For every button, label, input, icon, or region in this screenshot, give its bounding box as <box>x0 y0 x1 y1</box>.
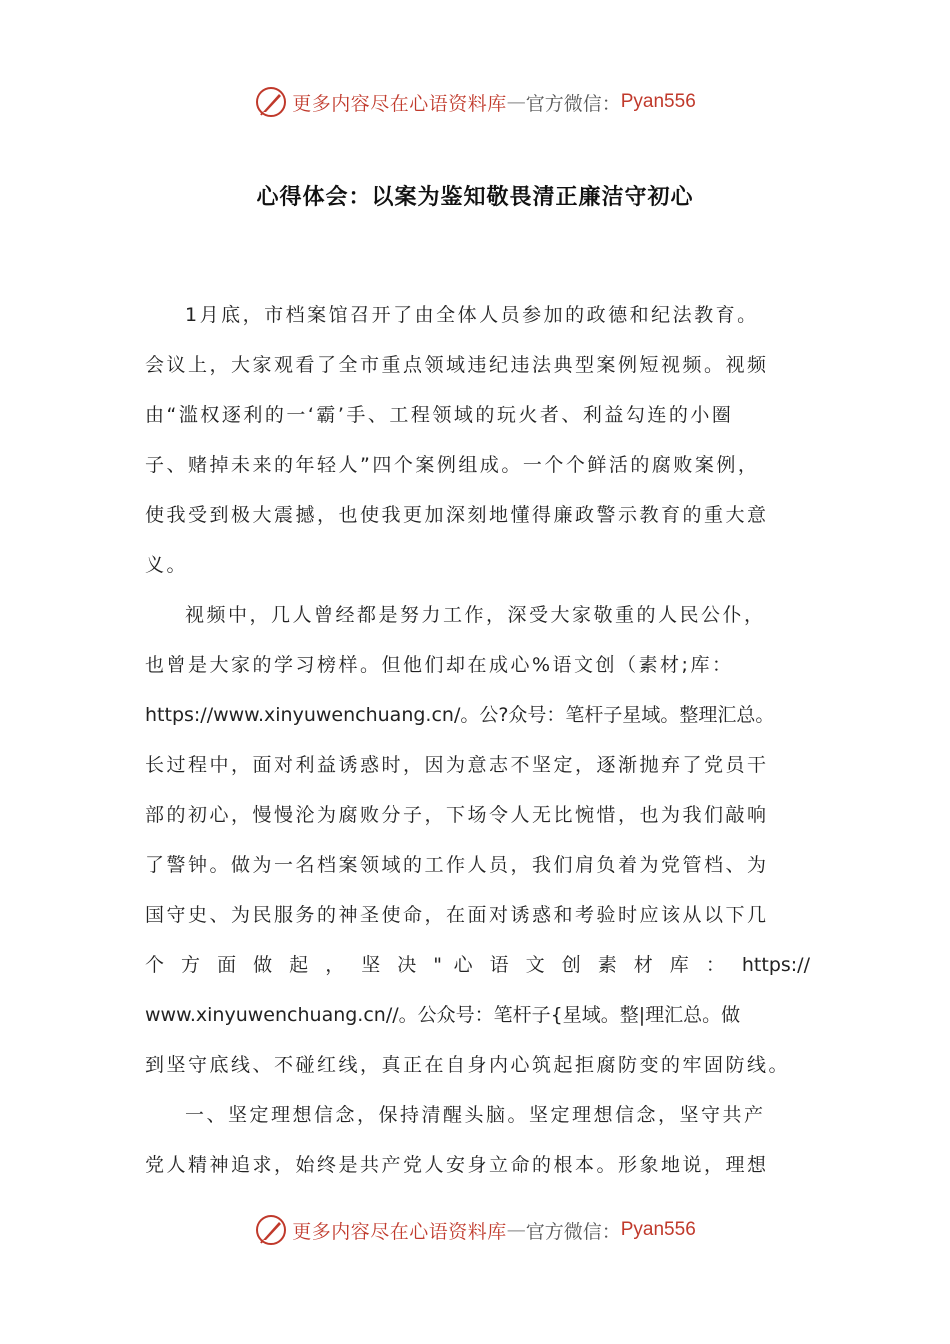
quill-pen-icon <box>254 1213 288 1247</box>
body-line: 义。 <box>145 554 189 576</box>
banner-separator: — <box>506 1219 526 1241</box>
body-line: 部的初心，慢慢沦为腐败分子，下场令人无比惋惜，也为我们敲响 <box>145 804 769 826</box>
banner-wechat-label: 官方微信： <box>525 1220 621 1243</box>
body-line: www.xinyuwenchuang.cn//。公众号：笔杆子{星域。整|理汇总。做 <box>145 1004 741 1026</box>
body-line: 国守史、为民服务的神圣使命，在面对诱惑和考验时应该从以下几 <box>145 904 769 926</box>
body-line: 长过程中，面对利益诱惑时，因为意志不坚定，逐渐抛弃了党员干 <box>145 754 769 776</box>
body-line: 子、赌掉未来的年轻人”四个案例组成。一个个鲜活的腐败案例， <box>145 454 760 476</box>
body-line: 个 方 面 做 起 ， 坚 决 " 心 语 文 创 素 材 库 ： https:// <box>145 954 810 976</box>
body-line: 使我受到极大震撼，也使我更加深刻地懂得廉政警示教育的重大意 <box>145 504 769 526</box>
body-line: 由“滥权逐利的一‘霸’手、工程领域的玩火者、利益勾连的小圈 <box>145 404 734 426</box>
banner-separator: — <box>506 91 526 113</box>
body-line: 1月底，市档案馆召开了由全体人员参加的政德和纪法教育。 <box>185 304 759 326</box>
body-line: 了警钟。做为一名档案领域的工作人员，我们肩负着为党管档、为 <box>145 854 769 876</box>
body-line: https://www.xinyuwenchuang.cn/。公?众号：笔杆子星域。整理汇总。 <box>145 704 775 726</box>
body-line: 一、坚定理想信念，保持清醒头脑。坚定理想信念，坚守共产 <box>185 1104 766 1126</box>
body-line: 也曾是大家的学习榜样。但他们却在成心%语文创（素材;库： <box>145 654 734 676</box>
body-line: 会议上，大家观看了全市重点领域违纪违法典型案例短视频。视频 <box>145 354 769 376</box>
body-line: 视频中，几人曾经都是努力工作，深受大家敬重的人民公仆， <box>185 604 766 626</box>
quill-pen-icon <box>254 85 288 119</box>
body-line: 党人精神追求，始终是共产党人安身立命的根本。形象地说，理想 <box>145 1154 769 1176</box>
banner-wechat-id: Pyan556 <box>620 91 696 112</box>
document-body <box>145 290 810 1190</box>
header-watermark-banner <box>0 80 950 124</box>
banner-text: 更多内容尽在心语资料库 <box>292 92 507 115</box>
document-title: 心得体会：以案为鉴知敬畏清正廉洁守初心 <box>256 185 694 210</box>
body-line: 到坚守底线、不碰红线，真正在自身内心筑起拒腐防变的牢固防线。 <box>145 1054 791 1076</box>
footer-watermark-banner <box>0 1208 950 1252</box>
banner-text: 更多内容尽在心语资料库 <box>292 1220 507 1243</box>
banner-wechat-label: 官方微信： <box>525 92 621 115</box>
banner-wechat-id: Pyan556 <box>620 1219 696 1240</box>
